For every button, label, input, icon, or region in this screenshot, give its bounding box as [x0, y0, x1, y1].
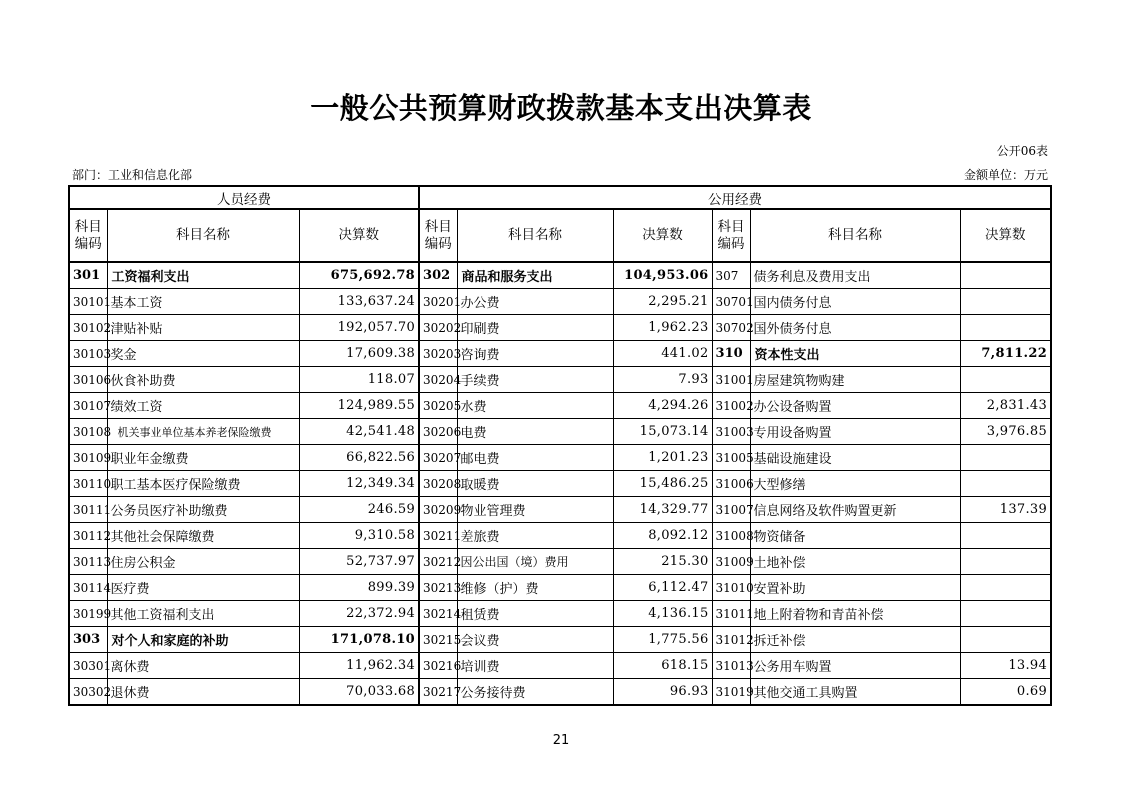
subject-name-cell: 因公出国（境）费用: [457, 549, 613, 575]
subject-code-cell: 31012: [712, 627, 750, 653]
table-row: [69, 262, 1051, 289]
amount-cell: 104,953.06: [613, 262, 712, 289]
amount-cell: 1,201.23: [613, 445, 712, 471]
subject-name-cell: 取暖费: [457, 471, 613, 497]
subject-code-cell: 30203: [419, 341, 457, 367]
header-code: 科目 编码: [712, 209, 750, 262]
subject-code-cell: 30106: [69, 367, 107, 393]
amount-cell: 215.30: [613, 549, 712, 575]
subject-code-cell: 30217: [419, 679, 457, 706]
subject-name-cell: 退休费: [107, 679, 299, 706]
amount-cell: 118.07: [299, 367, 419, 393]
page-title: 一般公共预算财政拨款基本支出决算表: [310, 91, 812, 125]
subject-name-cell: 职工基本医疗保险缴费: [107, 471, 299, 497]
subject-code-cell: 30702: [712, 315, 750, 341]
subject-name-cell: 奖金: [107, 341, 299, 367]
form-number: 公开06表: [996, 144, 1048, 158]
amount-cell: 12,349.34: [299, 471, 419, 497]
subject-code-cell: 30209: [419, 497, 457, 523]
subject-code-cell: 31008: [712, 523, 750, 549]
subject-name-cell: 电费: [457, 419, 613, 445]
subject-code-cell: 30102: [69, 315, 107, 341]
subject-name-cell: 国内债务付息: [750, 289, 960, 315]
amount-cell: 133,637.24: [299, 289, 419, 315]
subject-code-cell: 30201: [419, 289, 457, 315]
header-amount: 决算数: [960, 209, 1051, 262]
subject-name-cell: 水费: [457, 393, 613, 419]
amount-cell: [960, 367, 1051, 393]
table-row: [69, 445, 1051, 471]
amount-cell: 9,310.58: [299, 523, 419, 549]
amount-cell: 96.93: [613, 679, 712, 706]
table-row: [69, 419, 1051, 445]
amount-cell: 8,092.12: [613, 523, 712, 549]
table-row: [69, 679, 1051, 706]
subject-name-cell: 伙食补助费: [107, 367, 299, 393]
amount-cell: 52,737.97: [299, 549, 419, 575]
amount-cell: [960, 575, 1051, 601]
subject-name-cell: 大型修缮: [750, 471, 960, 497]
subject-code-cell: 31007: [712, 497, 750, 523]
subject-name-cell: 离休费: [107, 653, 299, 679]
amount-cell: 7.93: [613, 367, 712, 393]
subject-code-cell: 31011: [712, 601, 750, 627]
amount-cell: 70,033.68: [299, 679, 419, 706]
amount-cell: 4,136.15: [613, 601, 712, 627]
subject-name-cell: 办公费: [457, 289, 613, 315]
section-personnel: 人员经费: [69, 186, 419, 209]
amount-cell: 66,822.56: [299, 445, 419, 471]
subject-name-cell: 物资储备: [750, 523, 960, 549]
subject-name-cell: 对个人和家庭的补助: [107, 627, 299, 653]
subject-name-cell: 公务接待费: [457, 679, 613, 706]
subject-code-cell: 31013: [712, 653, 750, 679]
header-name: 科目名称: [107, 209, 299, 262]
subject-code-cell: 30215: [419, 627, 457, 653]
unit-label: 金额单位：万元: [963, 168, 1048, 182]
table-row: [69, 289, 1051, 315]
subject-code-cell: 307: [712, 262, 750, 289]
amount-cell: 14,329.77: [613, 497, 712, 523]
subject-code-cell: 30103: [69, 341, 107, 367]
amount-cell: 11,962.34: [299, 653, 419, 679]
subject-name-cell: 其他社会保障缴费: [107, 523, 299, 549]
amount-cell: 15,486.25: [613, 471, 712, 497]
subject-code-cell: 31002: [712, 393, 750, 419]
subject-name-cell: 商品和服务支出: [457, 262, 613, 289]
subject-name-cell: 债务利息及费用支出: [750, 262, 960, 289]
subject-code-cell: 31019: [712, 679, 750, 706]
table-row: [69, 393, 1051, 419]
amount-cell: [960, 445, 1051, 471]
subject-code-cell: 30114: [69, 575, 107, 601]
subject-code-cell: 30107: [69, 393, 107, 419]
subject-name-cell: 其他交通工具购置: [750, 679, 960, 706]
subject-name-cell: 住房公积金: [107, 549, 299, 575]
amount-cell: 17,609.38: [299, 341, 419, 367]
subject-name-cell: 绩效工资: [107, 393, 299, 419]
amount-cell: 1,775.56: [613, 627, 712, 653]
amount-cell: 1,962.23: [613, 315, 712, 341]
subject-name-cell: 咨询费: [457, 341, 613, 367]
subject-code-cell: 30701: [712, 289, 750, 315]
table-row: [69, 471, 1051, 497]
subject-code-cell: 30205: [419, 393, 457, 419]
subject-code-cell: 30213: [419, 575, 457, 601]
subject-name-cell: 津贴补贴: [107, 315, 299, 341]
subject-name-cell: 其他工资福利支出: [107, 601, 299, 627]
subject-name-cell: 基本工资: [107, 289, 299, 315]
subject-name-cell: 公务用车购置: [750, 653, 960, 679]
amount-cell: 3,976.85: [960, 419, 1051, 445]
amount-cell: 899.39: [299, 575, 419, 601]
amount-cell: [960, 523, 1051, 549]
table-row: [69, 653, 1051, 679]
subject-name-cell: 国外债务付息: [750, 315, 960, 341]
subject-code-cell: 30111: [69, 497, 107, 523]
subject-name-cell: 租赁费: [457, 601, 613, 627]
subject-code-cell: 30214: [419, 601, 457, 627]
subject-code-cell: 30109: [69, 445, 107, 471]
subject-code-cell: 30211: [419, 523, 457, 549]
amount-cell: 137.39: [960, 497, 1051, 523]
table-row: [69, 367, 1051, 393]
amount-cell: 22,372.94: [299, 601, 419, 627]
subject-code-cell: 31010: [712, 575, 750, 601]
amount-cell: [960, 471, 1051, 497]
amount-cell: 246.59: [299, 497, 419, 523]
table-row: [69, 523, 1051, 549]
subject-code-cell: 30202: [419, 315, 457, 341]
amount-cell: [960, 289, 1051, 315]
amount-cell: [960, 627, 1051, 653]
subject-code-cell: 31006: [712, 471, 750, 497]
subject-code-cell: 31009: [712, 549, 750, 575]
subject-name-cell: 土地补偿: [750, 549, 960, 575]
subject-code-cell: 30199: [69, 601, 107, 627]
amount-cell: 618.15: [613, 653, 712, 679]
section-public: 公用经费: [419, 186, 1051, 209]
subject-code-cell: 30216: [419, 653, 457, 679]
amount-cell: 6,112.47: [613, 575, 712, 601]
subject-name-cell: 手续费: [457, 367, 613, 393]
subject-code-cell: 30110: [69, 471, 107, 497]
table-row: [69, 315, 1051, 341]
amount-cell: 2,295.21: [613, 289, 712, 315]
subject-name-cell: 安置补助: [750, 575, 960, 601]
subject-code-cell: 303: [69, 627, 107, 653]
subject-name-cell: 资本性支出: [750, 341, 960, 367]
header-amount: 决算数: [299, 209, 419, 262]
header-amount: 决算数: [613, 209, 712, 262]
subject-name-cell: 房屋建筑物购建: [750, 367, 960, 393]
subject-name-cell: 邮电费: [457, 445, 613, 471]
subject-code-cell: 31003: [712, 419, 750, 445]
header-name: 科目名称: [750, 209, 960, 262]
amount-cell: 7,811.22: [960, 341, 1051, 367]
amount-cell: 675,692.78: [299, 262, 419, 289]
amount-cell: 192,057.70: [299, 315, 419, 341]
subject-code-cell: 301: [69, 262, 107, 289]
subject-name-cell: 医疗费: [107, 575, 299, 601]
subject-name-cell: 物业管理费: [457, 497, 613, 523]
subject-code-cell: 31001: [712, 367, 750, 393]
subject-name-cell: 基础设施建设: [750, 445, 960, 471]
column-header-row: [69, 209, 1051, 262]
header-code: 科目 编码: [69, 209, 107, 262]
amount-cell: 4,294.26: [613, 393, 712, 419]
subject-name-cell: 公务员医疗补助缴费: [107, 497, 299, 523]
amount-cell: [960, 601, 1051, 627]
table-row: [69, 601, 1051, 627]
budget-table: [68, 185, 1052, 706]
table-row: [69, 627, 1051, 653]
section-header-row: [69, 186, 1051, 209]
amount-cell: 124,989.55: [299, 393, 419, 419]
amount-cell: [960, 262, 1051, 289]
subject-name-cell: 信息网络及软件购置更新: [750, 497, 960, 523]
subject-code-cell: 30113: [69, 549, 107, 575]
subject-code-cell: 30206: [419, 419, 457, 445]
subject-name-cell: 印刷费: [457, 315, 613, 341]
header-name: 科目名称: [457, 209, 613, 262]
amount-cell: 0.69: [960, 679, 1051, 706]
subject-name-cell: 职业年金缴费: [107, 445, 299, 471]
department-label: 部门：工业和信息化部: [72, 168, 193, 182]
amount-cell: [960, 549, 1051, 575]
subject-code-cell: 310: [712, 341, 750, 367]
table-row: [69, 341, 1051, 367]
subject-name-cell: 维修（护）费: [457, 575, 613, 601]
amount-cell: 42,541.48: [299, 419, 419, 445]
table-row: [69, 549, 1051, 575]
subject-name-cell: 机关事业单位基本养老保险缴费: [107, 419, 299, 445]
subject-code-cell: 302: [419, 262, 457, 289]
header-code: 科目 编码: [419, 209, 457, 262]
subject-code-cell: 30301: [69, 653, 107, 679]
amount-cell: [960, 315, 1051, 341]
amount-cell: 171,078.10: [299, 627, 419, 653]
table-row: [69, 575, 1051, 601]
amount-cell: 15,073.14: [613, 419, 712, 445]
amount-cell: 441.02: [613, 341, 712, 367]
subject-name-cell: 专用设备购置: [750, 419, 960, 445]
page-number: 21: [552, 733, 570, 748]
subject-code-cell: 30112: [69, 523, 107, 549]
subject-name-cell: 办公设备购置: [750, 393, 960, 419]
subject-code-cell: 30208: [419, 471, 457, 497]
subject-name-cell: 工资福利支出: [107, 262, 299, 289]
subject-code-cell: 30207: [419, 445, 457, 471]
table-row: [69, 497, 1051, 523]
subject-name-cell: 培训费: [457, 653, 613, 679]
subject-code-cell: 30302: [69, 679, 107, 706]
subject-name-cell: 会议费: [457, 627, 613, 653]
subject-code-cell: 31005: [712, 445, 750, 471]
subject-code-cell: 30212: [419, 549, 457, 575]
amount-cell: 2,831.43: [960, 393, 1051, 419]
subject-name-cell: 差旅费: [457, 523, 613, 549]
subject-code-cell: 30101: [69, 289, 107, 315]
amount-cell: 13.94: [960, 653, 1051, 679]
subject-code-cell: 30108: [69, 419, 107, 445]
subject-name-cell: 拆迁补偿: [750, 627, 960, 653]
subject-code-cell: 30204: [419, 367, 457, 393]
table-body: [69, 262, 1051, 705]
subject-name-cell: 地上附着物和青苗补偿: [750, 601, 960, 627]
